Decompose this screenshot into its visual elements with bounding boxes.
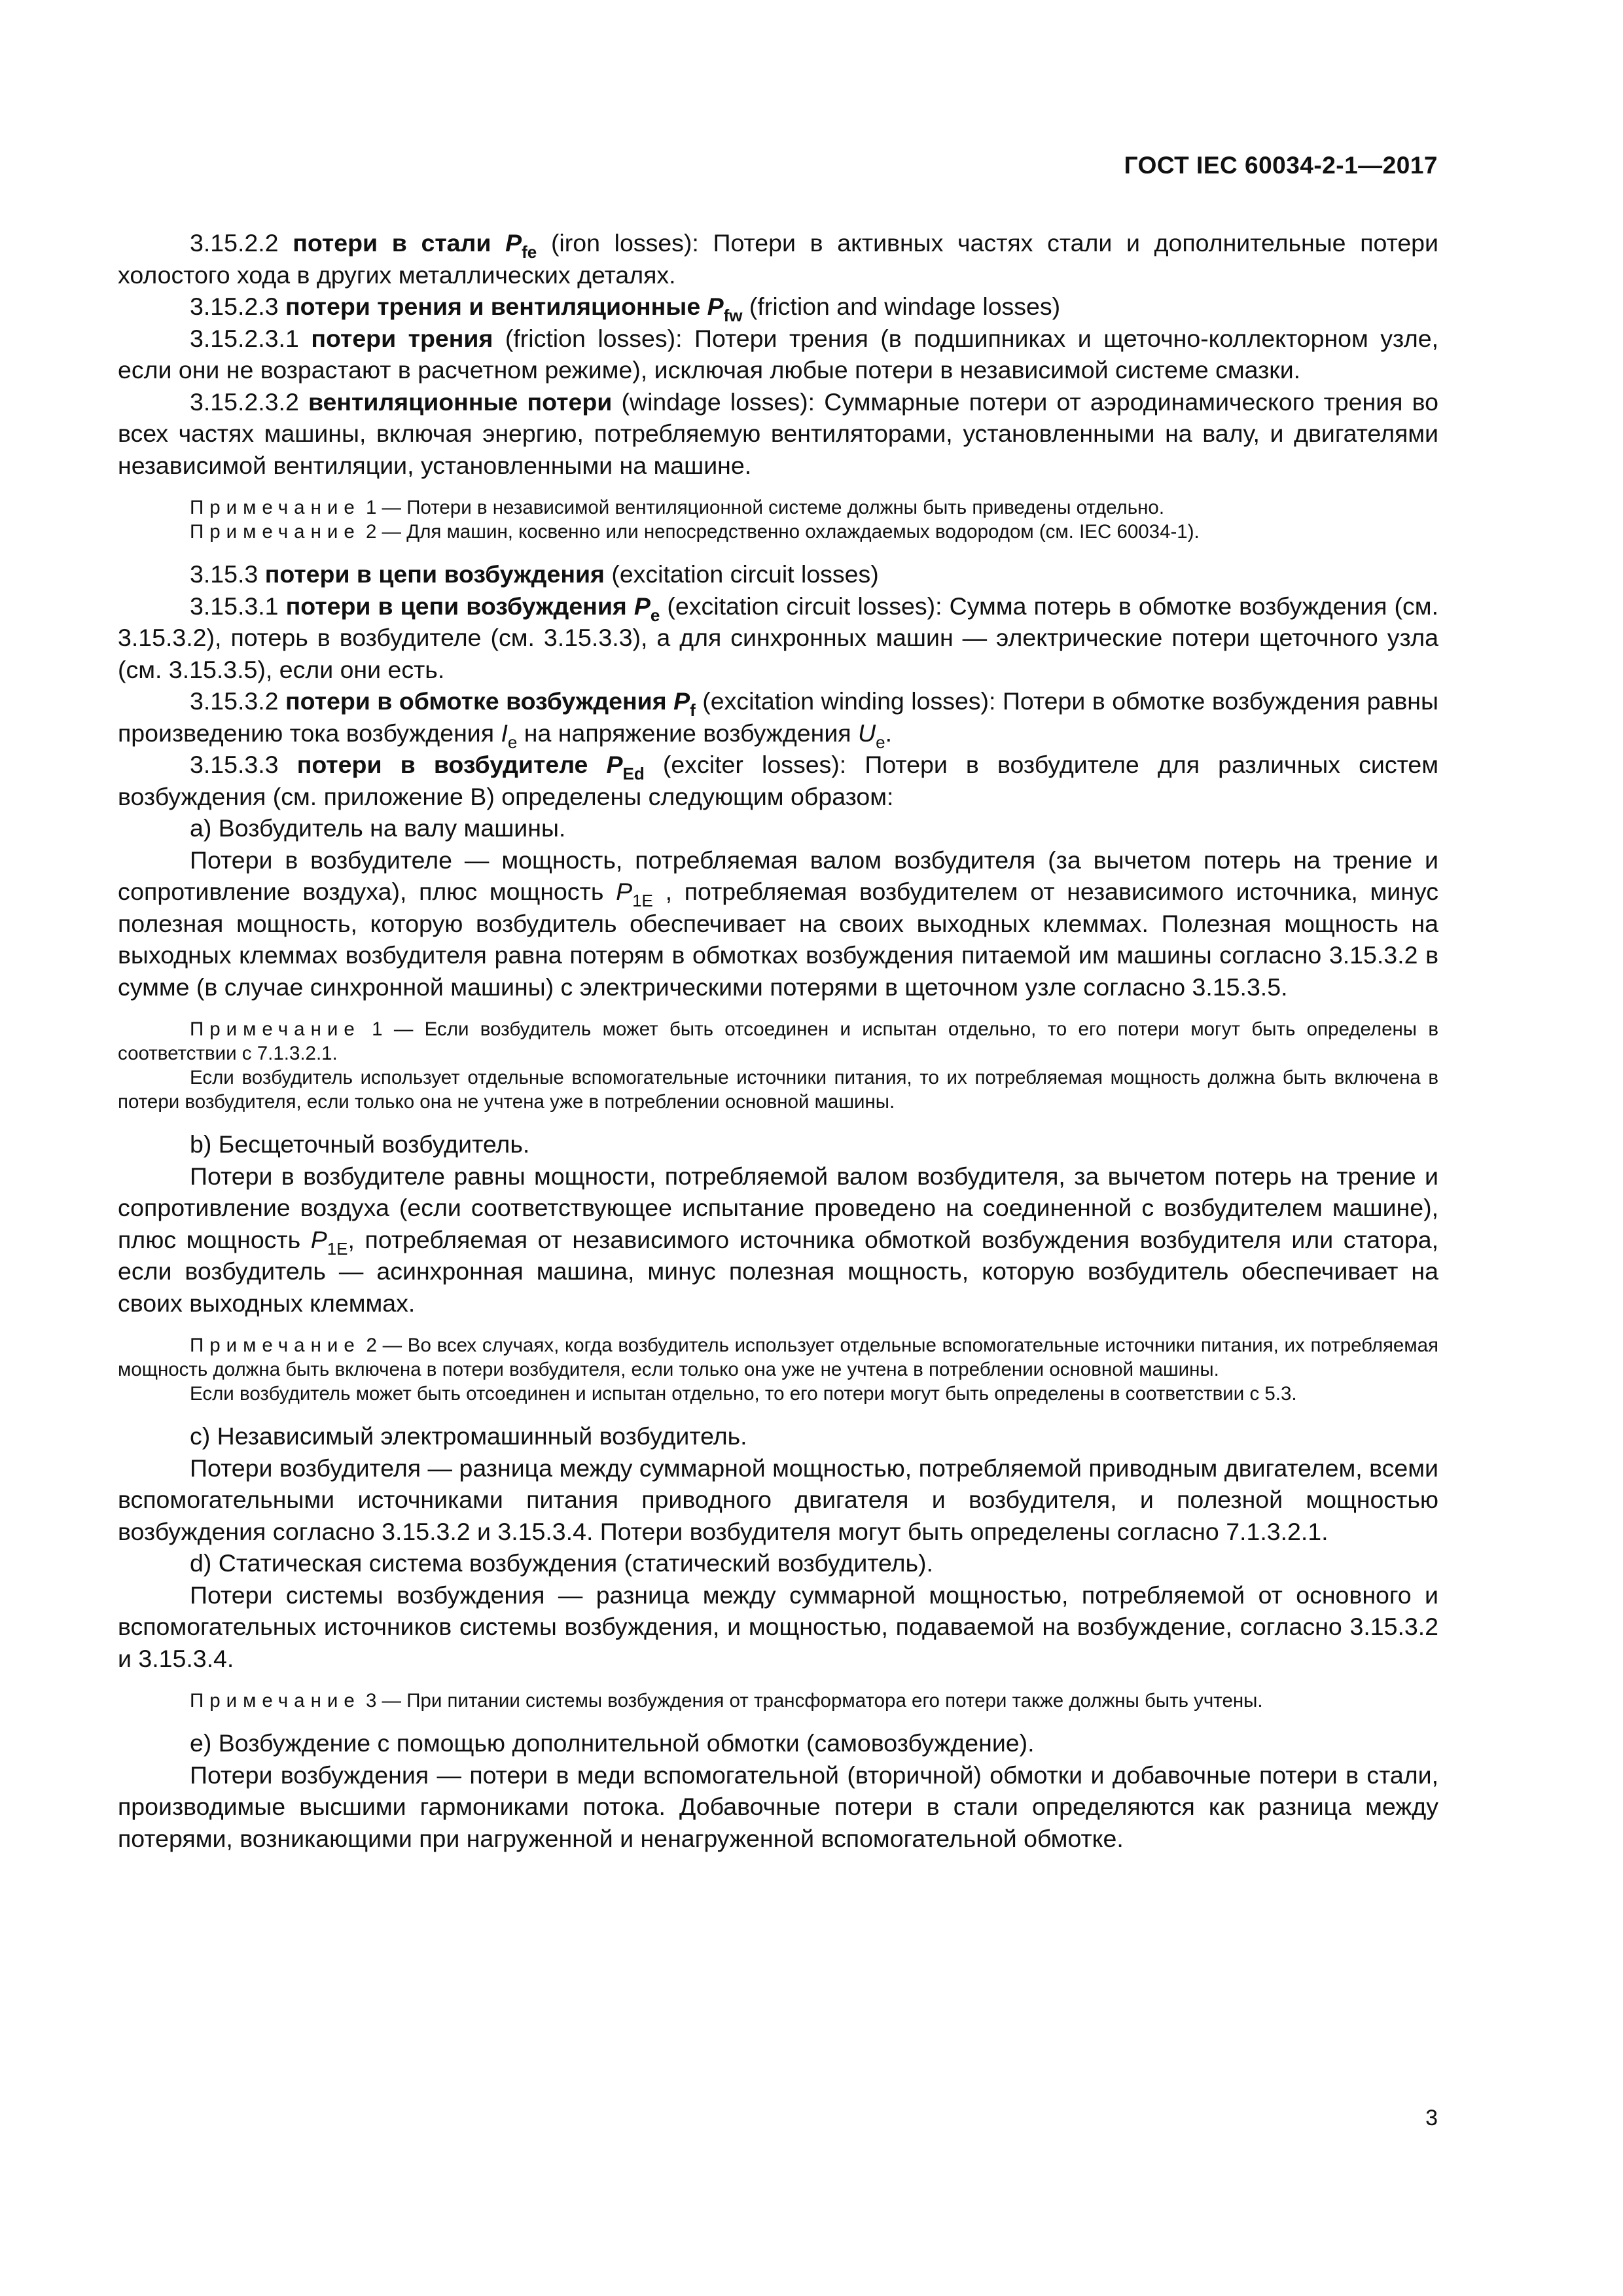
symbol: P <box>673 687 690 715</box>
definition-text: (friction losses): Потери трения (в подшипниках и щеточно-коллекторном узле, если они не возрастают в расчетном режиме), исключая любые потери в независимой системе смазки. <box>118 324 1438 384</box>
note-1 <box>118 495 1438 520</box>
symbol-subscript: fw <box>723 306 743 325</box>
note-a-1-continued: Если возбудитель использует отдельные вспомогательные источники питания, то их потребляемая мощность должна быть включена в потери возбудителя, если только она не учтена уже в потреблении основной машины. <box>118 1067 1438 1113</box>
symbol-subscript: Ed <box>622 764 645 783</box>
clause-number: 3.15.2.3.1 <box>190 324 312 352</box>
paragraph-item-a-text <box>118 844 1438 1003</box>
paragraph-3-15-2-3-2 <box>118 386 1438 482</box>
definition-text: (windage losses): Суммарные потери от аэродинамического трения во всех частях машины, включая энергию, потребляемую вентиляторами, установленными на валу, и двигателями независимой вентиляции, установленными на машине. <box>118 387 1438 479</box>
list-item-b: b) Бесщеточный возбудитель. <box>190 1130 530 1158</box>
document-header: ГОСТ IEC 60034-2-1—2017 <box>1124 152 1438 179</box>
symbol: P <box>707 293 724 320</box>
list-item-d: d) Статическая система возбуждения (статический возбудитель). <box>190 1549 933 1577</box>
symbol-subscript: e <box>650 605 660 625</box>
note-text: 2 — Во всех случаях, когда возбудитель использует отдельные вспомогательные источники питания, их потребляемая мощность должна быть включена в потери возбудителя, если только она уже не учтена в потреблении основной машины. <box>118 1335 1438 1380</box>
page-number: 3 <box>1425 2106 1438 2130</box>
definition-text: на напряжение возбуждения <box>517 719 858 747</box>
body-text: Потери в возбудителе — мощность, потребляемая валом возбудителя (за вычетом потерь на трение и сопротивление воздуха), плюс мощность <box>118 846 1438 905</box>
term: потери в цепи возбуждения <box>285 592 634 620</box>
symbol: U <box>858 719 876 747</box>
definition-text: (excitation circuit losses) <box>604 560 879 588</box>
note-text: 3 — При питании системы возбуждения от трансформатора его потери также должны быть учтены. <box>360 1690 1263 1712</box>
document-body <box>118 227 1438 1854</box>
clause-number: 3.15.2.3 <box>190 293 285 320</box>
paragraph-3-15-2-3 <box>118 291 1438 323</box>
note-a-1 <box>118 1017 1438 1066</box>
paragraph-item-e-text: Потери возбуждения — потери в меди вспомогательной (вторичной) обмотки и добавочные потери в стали, производимые высшими гармониками потока. Добавочные потери в стали определяются как разница между потерями, возникающими при нагруженной и ненагруженной вспомогательной обмотке. <box>118 1761 1438 1852</box>
symbol: P <box>616 878 633 905</box>
paragraph-item-c-text: Потери возбудителя — разница между суммарной мощностью, потребляемой приводным двигателем, всеми вспомогательными источниками питания приводного двигателя и возбудителя, и полезной мощностью возбуждения согласно 3.15.3.2 и 3.15.3.4. Потери возбудителя могут быть определены согласно 7.1.3.2.1. <box>118 1454 1438 1545</box>
definition-text: (exciter losses): Потери в возбудителе для различных систем возбуждения (см. приложение В) определены следующим образом: <box>118 751 1438 810</box>
note-d-3 <box>118 1689 1438 1713</box>
clause-number: 3.15.3.3 <box>190 751 297 778</box>
list-item-e: e) Возбуждение с помощью дополнительной обмотки (самовозбуждение). <box>190 1729 1035 1757</box>
note-label: Примечание <box>190 521 361 543</box>
paragraph-item-b-text <box>118 1160 1438 1319</box>
symbol: P <box>505 229 522 257</box>
note-b-2-continued: Если возбудитель может быть отсоединен и испытан отдельно, то его потери могут быть определены в соответствии с 5.3. <box>190 1383 1297 1405</box>
term: вентиляционные потери <box>308 387 613 416</box>
paragraph-3-15-3 <box>118 558 1438 590</box>
note-text: 1 — Потери в независимой вентиляционной системе должны быть приведены отдельно. <box>360 497 1165 518</box>
symbol-subscript: e <box>876 732 885 752</box>
symbol: P <box>310 1225 327 1253</box>
term: потери трения <box>311 324 493 352</box>
paragraph-3-15-2-3-1 <box>118 323 1438 386</box>
definition-text: (excitation circuit losses): Сумма потерь в обмотке возбуждения (см. 3.15.3.2), потерь в возбудителе (см. 3.15.3.3), а для синхронных машин — электрические потери щеточного узла (см. 3.15.3.5), если они есть. <box>118 592 1438 683</box>
body-text: , потребляемая от независимого источника обмоткой возбуждения возбудителя или статора, если возбудитель — асинхронная машина, минус полезная мощность, которую возбудитель обеспечивает на своих выходных клеммах. <box>118 1225 1438 1317</box>
symbol-subscript: e <box>507 732 518 752</box>
note-label: Примечание <box>190 1690 361 1712</box>
term: потери в возбудителе <box>296 751 607 778</box>
symbol: P <box>633 592 651 620</box>
term: потери в цепи возбуждения <box>264 560 605 588</box>
definition-text: (friction and windage losses) <box>742 293 1061 320</box>
note-label: Примечание <box>190 1018 361 1040</box>
term: потери в обмотке возбуждения <box>285 687 674 715</box>
body-text: Потери в возбудителе равны мощности, потребляемой валом возбудителя, за вычетом потерь на трение и сопротивление воздуха (если соответствующее испытание проведено на соединенной с возбудителем машине), плюс мощность <box>118 1162 1438 1253</box>
symbol: P <box>606 751 623 778</box>
list-item-c: c) Независимый электромашинный возбудитель. <box>190 1422 747 1450</box>
symbol-subscript: 1E <box>327 1238 348 1259</box>
note-text: 2 — Для машин, косвенно или непосредственно охлаждаемых водородом (см. IEC 60034-1). <box>360 521 1200 543</box>
clause-number: 3.15.2.3.2 <box>190 387 308 416</box>
term: потери трения и вентиляционные <box>285 293 707 320</box>
symbol-subscript: fe <box>522 242 537 262</box>
term: потери в стали <box>293 229 506 257</box>
paragraph-item-d-text: Потери системы возбуждения — разница между суммарной мощностью, потребляемой от основного и вспомогательных источников системы возбуждения, и мощностью, подаваемой на возбуждение, согласно 3.15.3.2 и 3.15.3.4. <box>118 1581 1438 1672</box>
paragraph-3-15-3-2 <box>118 685 1438 752</box>
note-label: Примечание <box>190 497 361 518</box>
clause-number: 3.15.3 <box>190 560 265 588</box>
paragraph-3-15-3-3 <box>118 749 1438 812</box>
symbol-subscript: 1E <box>632 891 653 910</box>
definition-text: (iron losses): Потери в активных частях стали и дополнительные потери холостого хода в других металлических деталях. <box>118 229 1438 289</box>
body-text: , потребляемая возбудителем от независимого источника, минус полезная мощность, которую возбудитель обеспечивает на своих выходных клеммах. Полезная мощность на выходных клеммах возбудителя равна потерям в обмотках возбуждения питаемой им машины согласно 3.15.3.2 в сумме (в случае синхронной машины) с электрическими потерями в щеточном узле согласно 3.15.3.5. <box>118 878 1439 1001</box>
clause-number: 3.15.3.2 <box>190 687 286 715</box>
paragraph-3-15-3-1 <box>118 590 1438 686</box>
clause-number: 3.15.2.2 <box>190 229 293 257</box>
list-item-a: a) Возбудитель на валу машины. <box>190 814 566 842</box>
definition-text: (excitation winding losses): Потери в обмотке возбуждения равны произведению тока возбуждения <box>118 687 1438 747</box>
note-text: 1 — Если возбудитель может быть отсоединен и испытан отдельно, то его потери могут быть определены в соответствии с 7.1.3.2.1. <box>118 1018 1438 1064</box>
note-label: Примечание <box>190 1335 361 1356</box>
paragraph-3-15-2-2 <box>118 227 1438 291</box>
symbol: I <box>501 719 508 747</box>
note-2 <box>118 520 1438 544</box>
clause-number: 3.15.3.1 <box>190 592 286 620</box>
symbol-subscript: f <box>690 700 696 720</box>
note-b-2 <box>118 1333 1438 1382</box>
definition-text: . <box>885 719 892 747</box>
